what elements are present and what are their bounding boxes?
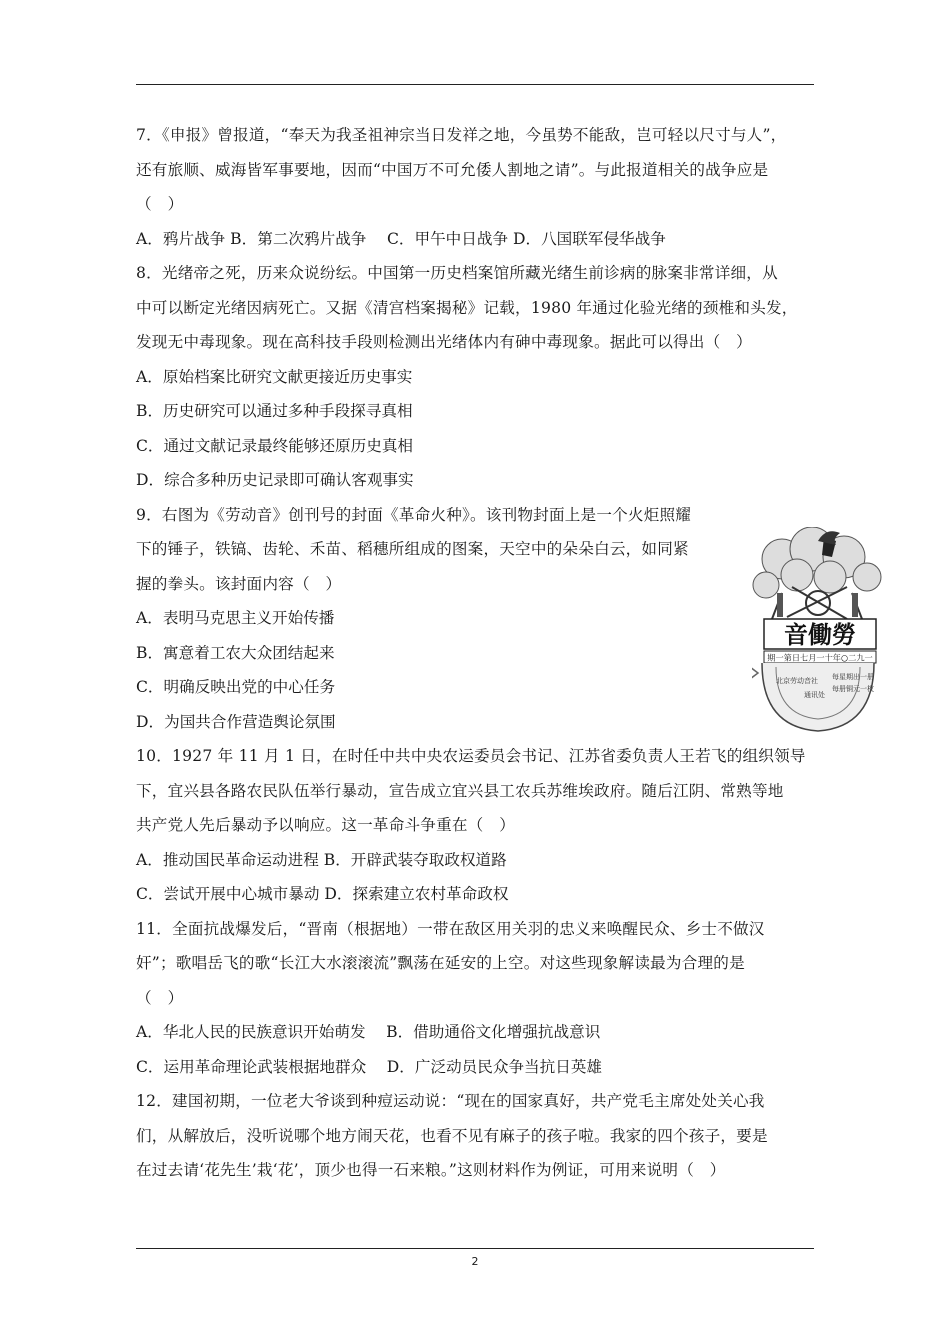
question-12	[136, 1084, 826, 1188]
question-8	[136, 256, 826, 498]
question-stem-line: 握的拳头。该封面内容（ ）	[136, 574, 342, 593]
option-row: C．尝试开展中心城市暴动 D．探索建立农村革命政权	[136, 885, 509, 903]
option-a: A．表明马克思主义开始传播	[136, 609, 335, 627]
header-rule	[136, 84, 814, 85]
question-stem-line: 还有旅顺、威海皆军事要地，因而“中国万不可允倭人割地之请”。与此报道相关的战争应是	[136, 160, 769, 179]
question-stem-line: 中可以断定光绪因病死亡。又据《清宫档案揭秘》记载，1980 年通过化验光绪的颈椎和头发，	[136, 298, 798, 317]
answer-blank: （ ）	[136, 988, 184, 1007]
option-b: B．历史研究可以通过多种手段探寻真相	[136, 402, 413, 420]
cover-publisher-label: 北京劳动音社	[776, 677, 818, 685]
cover-side-text-1: 每星期出一册	[832, 673, 874, 681]
option-d: D．综合多种历史记录即可确认客观事实	[136, 471, 414, 489]
question-stem-line: 共产党人先后暴动予以响应。这一革命斗争重在（ ）	[136, 816, 516, 834]
question-9	[136, 498, 826, 740]
question-stem-line: 奸”；歌唱岳飞的歌“长江大水滚滚流”飘荡在延安的上空。对这些现象解读最为合理的是	[136, 954, 745, 972]
question-stem-line: 11．全面抗战爆发后，“晋南（根据地）一带在敌区用关羽的忠义来唤醒民众、乡士不做汉	[136, 919, 765, 938]
question-7	[136, 118, 826, 256]
option-b: B．寓意着工农大众团结起来	[136, 643, 335, 662]
cover-date-band: 期一第日七月一十年○二九一	[767, 652, 873, 663]
footer-rule	[136, 1248, 814, 1249]
option-row: A．华北人民的民族意识开始萌发 B．借助通俗文化增强抗战意识	[136, 1023, 601, 1041]
question-stem-line: 在过去请‘花先生’栽‘花’，顶少也得一石来粮。”这则材料作为例证，可用来说明（ ）	[136, 1161, 726, 1179]
question-list	[136, 118, 826, 1188]
question-stem-line: 9．右图为《劳动音》创刊号的封面《革命火种》。该刊物封面上是一个火炬照耀	[136, 505, 692, 524]
question-stem-line: 下，宜兴县各路农民队伍举行暴动，宣告成立宜兴县工农兵苏维埃政府。随后江阴、常熟等地	[136, 781, 784, 800]
answer-blank: （ ）	[136, 195, 184, 213]
option-row: C．运用革命理论武装根据地群众 D．广泛动员民众争当抗日英雄	[136, 1057, 603, 1076]
question-stem-line: 12．建国初期，一位老大爷谈到种痘运动说：“现在的国家真好，共产党毛主席处处关心我	[136, 1092, 765, 1110]
option-c: C．通过文献记录最终能够还原历史真相	[136, 436, 414, 455]
question-stem-line: 10．1927 年 11 月 1 日，在时任中共中央农运委员会书记、江苏省委负责人王若飞的组织领导	[136, 747, 806, 765]
question-stem-line: 们，从解放后，没听说哪个地方闹天花，也看不见有麻子的孩子啦。我家的四个孩子，要是	[136, 1126, 768, 1145]
cover-illustration	[752, 527, 884, 733]
question-stem-line: 下的锤子，铁镐、齿轮、禾苗、稻穗所组成的图案，天空中的朵朵白云，如同紧	[136, 540, 689, 558]
page-number: 2	[471, 1255, 479, 1268]
question-stem-line: 8．光绪帝之死，历来众说纷纭。中国第一历史档案馆所藏光绪生前诊病的脉案非常详细，从	[136, 264, 778, 282]
option-a: A．原始档案比研究文献更接近历史事实	[136, 367, 413, 386]
option-row: A．推动国民革命运动进程 B．开辟武装夺取政权道路	[136, 850, 507, 869]
labor-voice-cover-figure	[752, 527, 884, 733]
question-11	[136, 912, 826, 1085]
question-stem-line: 发现无中毒现象。现在高科技手段则检测出光绪体内有砷中毒现象。据此可以得出（ ）	[136, 333, 752, 351]
question-10	[136, 739, 826, 912]
cover-correspondence-label: 通讯处	[804, 691, 825, 699]
option-c: C．明确反映出党的中心任务	[136, 678, 336, 696]
option-row: A．鸦片战争 B．第二次鸦片战争 C．甲午中日战争 D．八国联军侵华战争	[136, 229, 666, 248]
option-d: D．为国共合作营造舆论氛围	[136, 712, 336, 731]
cover-masthead: 音働勞	[784, 620, 856, 649]
cover-side-text-2: 每册铜元一枚	[832, 685, 874, 693]
question-stem-line: 7．《申报》曾报道，“奉天为我圣祖神宗当日发祥之地，今虽势不能敌，岂可轻以尺寸与人”，	[136, 126, 787, 144]
